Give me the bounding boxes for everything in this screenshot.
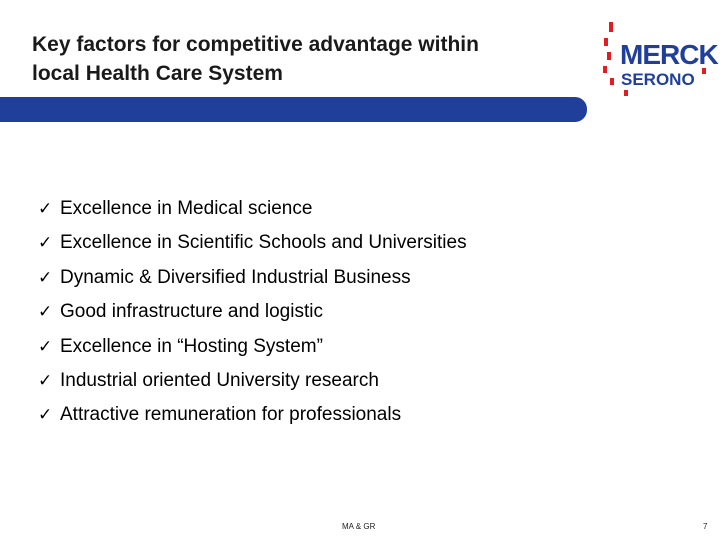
title-divider-band — [0, 97, 587, 122]
logo-accent-bar — [603, 66, 607, 73]
bullet-text: Excellence in Medical science — [60, 198, 313, 219]
checkmark-icon: ✓ — [38, 405, 53, 426]
bullet-item — [38, 299, 467, 333]
bullet-item — [38, 265, 467, 299]
bullet-text: Excellence in “Hosting System” — [60, 335, 323, 357]
merck-serono-logo — [598, 18, 718, 100]
bullet-text: Attractive remuneration for professionals — [60, 404, 402, 426]
checkmark-icon: ✓ — [38, 233, 53, 254]
logo-accent-bar — [610, 78, 614, 85]
bullet-text: Industrial oriented University research — [60, 369, 379, 391]
slide-title-line-1: Key factors for competitive advantage within — [32, 33, 479, 56]
page-number: 7 — [703, 522, 708, 531]
footer-label: MA & GR — [342, 522, 376, 531]
bullet-text: Excellence in Scientific Schools and Universities — [60, 232, 467, 254]
slide-title-line-2: local Health Care System — [32, 62, 283, 85]
bullet-text: Dynamic & Diversified Industrial Business — [60, 266, 411, 288]
checkmark-icon: ✓ — [38, 199, 53, 219]
logo-accent-bar — [607, 52, 611, 60]
slide-title — [32, 30, 572, 88]
bullet-text: Good infrastructure and logistic — [60, 301, 323, 323]
logo-word-merck: MERCK — [620, 39, 718, 70]
checkmark-icon: ✓ — [38, 336, 53, 357]
logo-accent-bar — [604, 38, 608, 46]
bullet-list — [38, 196, 467, 437]
logo-accent-bar — [624, 90, 628, 96]
checkmark-icon: ✓ — [38, 302, 53, 323]
bullet-item — [38, 402, 467, 436]
logo-word-serono: SERONO — [621, 70, 695, 89]
checkmark-icon: ✓ — [38, 267, 53, 288]
bullet-item — [38, 334, 467, 368]
bullet-item — [38, 368, 467, 402]
bullet-item — [38, 230, 467, 264]
logo-accent-bar — [609, 22, 613, 32]
bullet-item — [38, 196, 467, 230]
checkmark-icon: ✓ — [38, 370, 53, 391]
